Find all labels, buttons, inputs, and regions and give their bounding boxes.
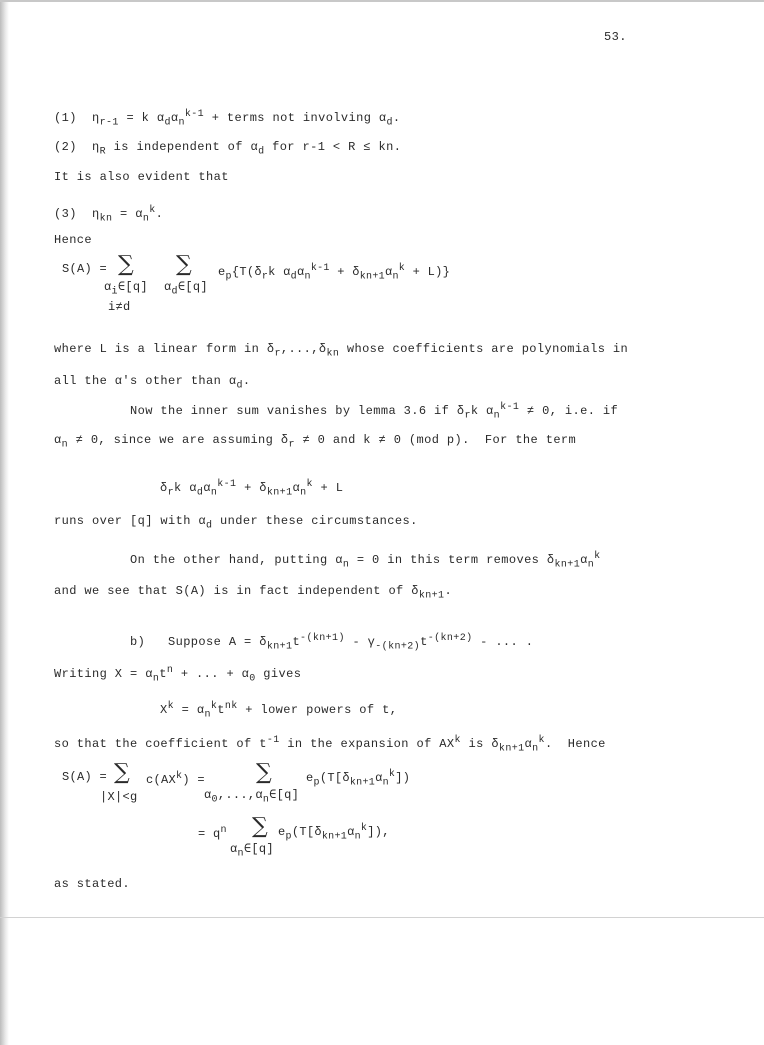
item-2: (2) $\eta_R$ is independent of $\alpha_d$ for r-1 < R ≤ kn. [54,140,402,158]
so-that-line: so that the coefficient of $t^{-1}$ in the expansion of $AX^k$ is $\delta_{kn+1}\alpha_n^k$. Hence [54,735,606,755]
other-hand-line: On the other hand, putting $\alpha_n = 0$ in this term removes $\delta_{kn+1}\alpha_n^k$ [130,551,601,571]
eq3-limit: $\alpha_n\in[q]$ [230,842,274,860]
eq3-sigma: ∑ [252,814,269,839]
item-1: (1) $\eta_{r-1} = k$ $\alpha_d\alpha_n^{k-1}$ + terms not involving $\alpha_d$. [54,109,401,129]
eq1-limit-1: $\alpha_i\in[q]$ [104,280,148,298]
eq1-limit-2: $\alpha_d\in[q]$ [164,280,208,298]
and-we-line: and we see that S(A) is in fact independent of $\delta_{kn+1}$. [54,584,453,602]
xk-line: $X^k = \alpha_n^kt^{nk}$ + lower powers of t, [160,701,398,721]
term-line: $\delta_rk$ $\alpha_d\alpha_n^{k-1} + \delta_{kn+1}\alpha_n^k + L$ [160,479,344,499]
eq2-sigma-1: ∑ [114,760,131,785]
scan-left-edge [0,0,9,1045]
eq2-body: $e_p(T[\delta_{kn+1}\alpha_n^k])$ [306,769,411,789]
eq3-body: $e_p(T[\delta_{kn+1}\alpha_n^k])$, [278,823,390,843]
eq2-lhs: S(A) = [62,770,108,784]
eq2-limit-1: |X|<g [100,790,138,804]
item-3: (3) $\eta_{kn} = \alpha_n^k$. [54,205,164,225]
now-line: Now the inner sum vanishes by lemma 3.6 if $\delta_rk$ $\alpha_n^{k-1} \ne 0$, i.e. if [130,402,619,422]
eq1-lhs: S(A) = [62,262,108,276]
as-stated: as stated. [54,877,131,891]
evident-line: It is also evident that [54,170,229,184]
scan-top-edge [0,0,764,2]
runs-line: runs over [q] with $\alpha_d$ under these circumstances. [54,514,418,532]
eq2-mid: $c(AX^k)$ = [146,771,205,787]
part-b-line: b) Suppose $A = \delta_{kn+1}t^{-(kn+1)} - \gamma_{-(kn+2)}t^{-(kn+2)}$ - ... . [130,633,534,653]
scan-bottom-edge [0,917,764,918]
page-number: 53. [604,30,627,44]
hence-1: Hence [54,233,93,247]
all-the-line: all the α's other than $\alpha_d$. [54,374,251,392]
writing-line: Writing $X = \alpha_nt^n$ + ... + $\alpha_0$ gives [54,665,302,685]
eq1-sigma-2: ∑ [176,252,193,277]
where-line: where L is a linear form in $\delta_r,...,\delta_{kn}$ whose coefficients are polynomials in [54,342,629,360]
eq1-limit-1-bottom: i≠d [108,300,131,314]
eq3-lhs: = $q^n$ [198,825,227,841]
eq1-body: $e_p\{T(\delta_rk$ $\alpha_d\alpha_n^{k-1} + \delta_{kn+1}\alpha_n^k + L$)} [218,263,451,283]
eq2-limit-2: $\alpha_0,...,\alpha_n\in[q]$ [204,788,300,806]
eq1-sigma-1: ∑ [118,252,135,277]
alpha-n-line: $\alpha_n \ne 0$, since we are assuming $\delta_r \ne 0$ and k ≠ 0 (mod p). For the term [54,433,577,451]
eq2-sigma-2: ∑ [256,760,273,785]
